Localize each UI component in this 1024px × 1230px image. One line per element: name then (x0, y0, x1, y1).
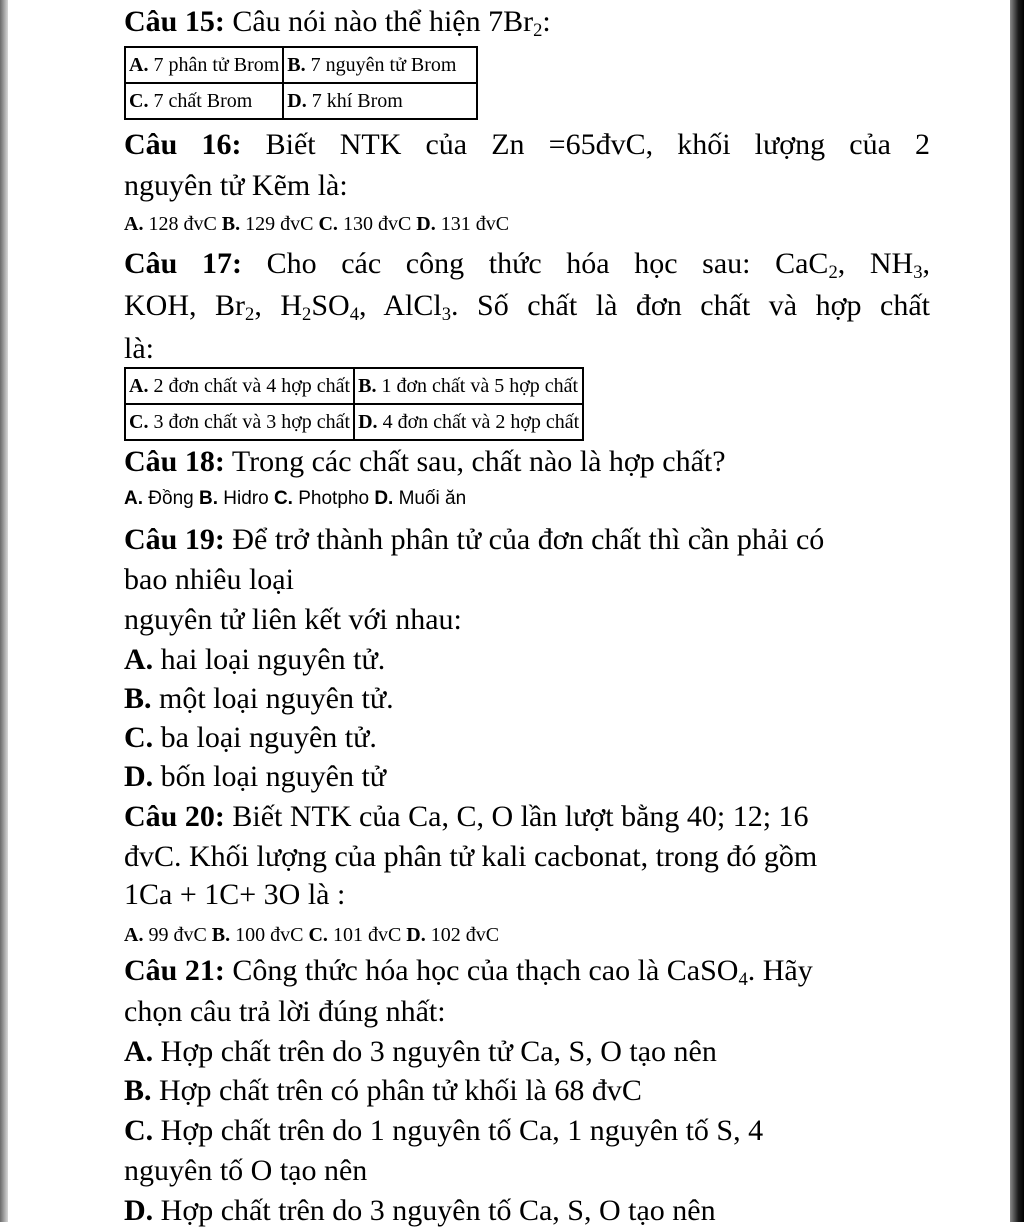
q16-question-line2: nguyên tử Kẽm là: (124, 169, 348, 202)
q20-option-c[interactable]: C. 101 đvC (308, 924, 402, 946)
q15-option-c[interactable]: C. 7 chất Brom (125, 83, 283, 119)
q16-option-a[interactable]: A. 128 đvC (124, 213, 217, 235)
q19-question-line3: nguyên tử liên kết với nhau: (124, 603, 462, 636)
q21-option-c[interactable]: C. Hợp chất trên do 1 nguyên tố Ca, 1 nguyên tố S, 4 (124, 1114, 764, 1147)
q16-question-line1: Câu 16: Biết NTK của Zn =65đvC, khối lượng của 2 (124, 128, 931, 161)
q20-question-line1: Câu 20: Biết NTK của Ca, C, O lần lượt bằng 40; 12; 16 (124, 800, 809, 833)
q20-option-d[interactable]: D. 102 đvC (406, 924, 500, 946)
q16-options (124, 211, 509, 237)
q20-question-line3: 1Ca + 1C+ 3O là : (124, 878, 346, 911)
right-page-edge (1010, 0, 1024, 1222)
q19-label: Câu 19: (124, 523, 225, 556)
q20-option-a[interactable]: A. 99 đvC (124, 924, 207, 946)
q17-question-line1: Câu 17: Cho các công thức hóa học sau: CaC$_2$, $NH_3$, (124, 247, 930, 284)
q21-question-line1: Câu 21: Công thức hóa học của thạch cao là CaSO$_4$. Hãy (124, 954, 813, 991)
q18-option-d[interactable]: D. Muối ăn (374, 488, 467, 509)
q17-question-line3: là: (124, 332, 154, 365)
q15-option-b[interactable]: B. 7 nguyên tử Brom (283, 47, 477, 83)
q16-option-b[interactable]: B. 129 đvC (221, 213, 314, 235)
q21-option-d[interactable]: D. Hợp chất trên do 3 nguyên tố Ca, S, O tạo nên (124, 1194, 716, 1227)
q17-option-c[interactable]: C. 3 đơn chất và 3 hợp chất (125, 404, 354, 440)
q16-option-c[interactable]: C. 130 đvC (318, 213, 412, 235)
q15-subscript: 2 (533, 20, 543, 42)
q15-option-d[interactable]: D. 7 khí Brom (283, 83, 477, 119)
q17-label: Câu 17: (124, 247, 242, 280)
q17-option-a[interactable]: A. 2 đơn chất và 4 hợp chất (125, 368, 354, 404)
q21-question-line2: chọn câu trả lời đúng nhất: (124, 995, 446, 1028)
q21-option-b[interactable]: B. Hợp chất trên có phân tử khối là 68 đvC (124, 1074, 642, 1107)
q21-label: Câu 21: (124, 954, 225, 987)
q19-question-line2: bao nhiêu loại (124, 563, 294, 596)
q20-label: Câu 20: (124, 800, 225, 833)
q15-text: Câu nói nào thể hiện 7Br (232, 5, 534, 38)
q21-option-a[interactable]: A. Hợp chất trên do 3 nguyên tử Ca, S, O tạo nên (124, 1035, 717, 1068)
q19-question-line1: Câu 19: Để trở thành phân tử của đơn chất thì cần phải có (124, 523, 825, 556)
q17-options-table (124, 367, 584, 441)
q21-option-c-continued: nguyên tố O tạo nên (124, 1154, 368, 1187)
q19-option-c[interactable]: C. ba loại nguyên tử. (124, 721, 377, 754)
q18-option-a[interactable]: A. Đồng (124, 488, 194, 509)
q15-options-table (124, 46, 478, 120)
q19-option-b[interactable]: B. một loại nguyên tử. (124, 682, 394, 715)
q19-option-a[interactable]: A. hai loại nguyên tử. (124, 643, 386, 676)
q18-label: Câu 18: (124, 445, 225, 478)
q18-option-c[interactable]: C. Photpho (273, 488, 370, 509)
left-page-edge (0, 0, 8, 1222)
q17-question-line2: KOH, $Br_2$, $H_2SO_4$, AlCl$_3$. Số chất là đơn chất và hợp chất (124, 289, 930, 326)
q15-option-a[interactable]: A. 7 phân tử Brom (125, 47, 283, 83)
q20-options (124, 922, 499, 948)
q17-option-b[interactable]: B. 1 đơn chất và 5 hợp chất (354, 368, 583, 404)
q16-label: Câu 16: (124, 128, 242, 161)
q20-question-line2: đvC. Khối lượng của phân tử kali cacbonat, trong đó gồm (124, 840, 818, 873)
q18-question: Câu 18: Trong các chất sau, chất nào là hợp chất? (124, 445, 726, 478)
q17-option-d[interactable]: D. 4 đơn chất và 2 hợp chất (354, 404, 583, 440)
q19-option-d[interactable]: D. bốn loại nguyên tử (124, 760, 387, 793)
q20-option-b[interactable]: B. 100 đvC (211, 924, 304, 946)
q15-question: Câu 15: Câu nói nào thể hiện $7Br_2$: (124, 5, 551, 42)
q16-option-d[interactable]: D. 131 đvC (416, 213, 510, 235)
q18-options (124, 486, 466, 512)
q18-option-b[interactable]: B. Hidro (198, 488, 269, 509)
q15-label: Câu 15: (124, 5, 225, 38)
